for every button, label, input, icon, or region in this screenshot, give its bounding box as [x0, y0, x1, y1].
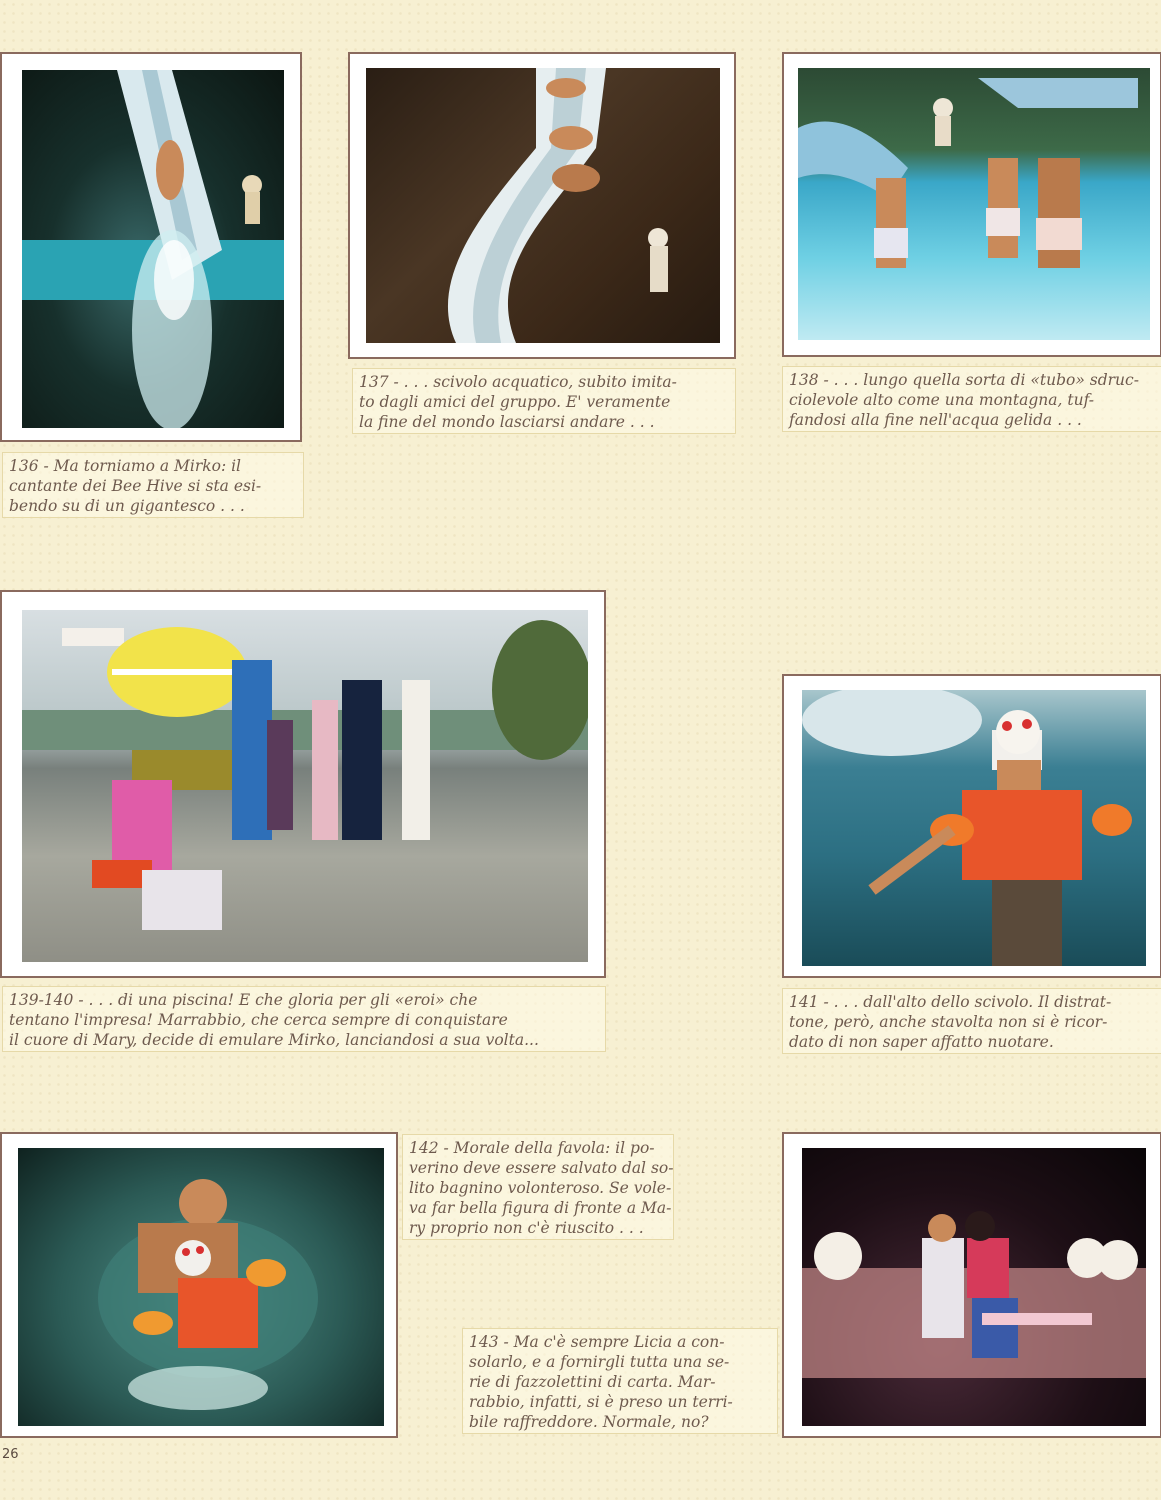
caption-139-140	[2, 986, 606, 1052]
caption-143-line-1: 143 - Ma c'è sempre Licia a con-	[469, 1333, 725, 1351]
photo-136-illustration	[22, 70, 284, 428]
photo-143-illustration	[802, 1148, 1146, 1426]
photo-frame-141	[782, 674, 1161, 978]
caption-137-line-1: 137 - . . . scivolo acquatico, subito imita-	[359, 373, 677, 391]
caption-137-line-3: la fine del mondo lasciarsi andare . . .	[359, 413, 655, 431]
photo-frame-138	[782, 52, 1161, 357]
photo-141-illustration	[802, 690, 1146, 966]
caption-138-line-2: ciolevole alto come una montagna, tuf-	[789, 391, 1094, 409]
photo-142	[18, 1148, 384, 1426]
caption-142-line-1: 142 - Morale della favola: il po-	[409, 1139, 655, 1157]
caption-141-line-1: 141 - . . . dall'alto dello scivolo. Il distrat-	[789, 993, 1112, 1011]
caption-143-line-5: bile raffreddore. Normale, no?	[469, 1413, 709, 1431]
photo-frame-143	[782, 1132, 1161, 1438]
caption-137	[352, 368, 736, 434]
photo-137-illustration	[366, 68, 720, 343]
photo-139-140	[22, 610, 588, 962]
caption-141-line-2: tone, però, anche stavolta non si è ricor-	[789, 1013, 1108, 1031]
photo-frame-142	[0, 1132, 398, 1438]
caption-136-line-2: cantante dei Bee Hive si sta esi-	[9, 477, 262, 495]
caption-138-line-3: fandosi alla fine nell'acqua gelida . . .	[789, 411, 1082, 429]
photo-136	[22, 70, 284, 428]
photo-frame-136	[0, 52, 302, 442]
photo-143	[802, 1148, 1146, 1426]
caption-142-line-4: va far bella figura di fronte a Ma-	[409, 1199, 672, 1217]
photo-139-140-illustration	[22, 610, 588, 962]
caption-138	[782, 366, 1161, 432]
caption-141	[782, 988, 1161, 1054]
caption-136	[2, 452, 304, 518]
page-number: 26	[2, 1447, 19, 1462]
caption-143	[462, 1328, 778, 1434]
photo-138	[798, 68, 1150, 340]
caption-136-line-1: 136 - Ma torniamo a Mirko: il	[9, 457, 242, 475]
caption-142-line-2: verino deve essere salvato dal so-	[409, 1159, 674, 1177]
photo-137	[366, 68, 720, 343]
caption-139-140-line-1: 139-140 - . . . di una piscina! E che gloria per gli «eroi» che	[9, 991, 478, 1009]
caption-142-line-5: ry proprio non c'è riuscito . . .	[409, 1219, 644, 1237]
caption-139-140-line-2: tentano l'impresa! Marrabbio, che cerca sempre di conquistare	[9, 1011, 508, 1029]
photo-frame-139-140	[0, 590, 606, 978]
caption-138-line-1: 138 - . . . lungo quella sorta di «tubo» sdruc-	[789, 371, 1139, 389]
caption-136-line-3: bendo su di un gigantesco . . .	[9, 497, 245, 515]
photo-141	[802, 690, 1146, 966]
caption-143-line-3: rie di fazzolettini di carta. Mar-	[469, 1373, 716, 1391]
caption-143-line-4: rabbio, infatti, si è preso un terri-	[469, 1393, 733, 1411]
photo-frame-137	[348, 52, 736, 359]
caption-142-line-3: lito bagnino volonteroso. Se vole-	[409, 1179, 672, 1197]
caption-143-line-2: solarlo, e a fornirgli tutta una se-	[469, 1353, 730, 1371]
caption-141-line-3: dato di non saper affatto nuotare.	[789, 1033, 1054, 1051]
caption-139-140-line-3: il cuore di Mary, decide di emulare Mirko, lanciandosi a sua volta...	[9, 1031, 539, 1049]
caption-142	[402, 1134, 674, 1240]
caption-137-line-2: to dagli amici del gruppo. E' veramente	[359, 393, 671, 411]
photo-138-illustration	[798, 68, 1150, 340]
photo-142-illustration	[18, 1148, 384, 1426]
